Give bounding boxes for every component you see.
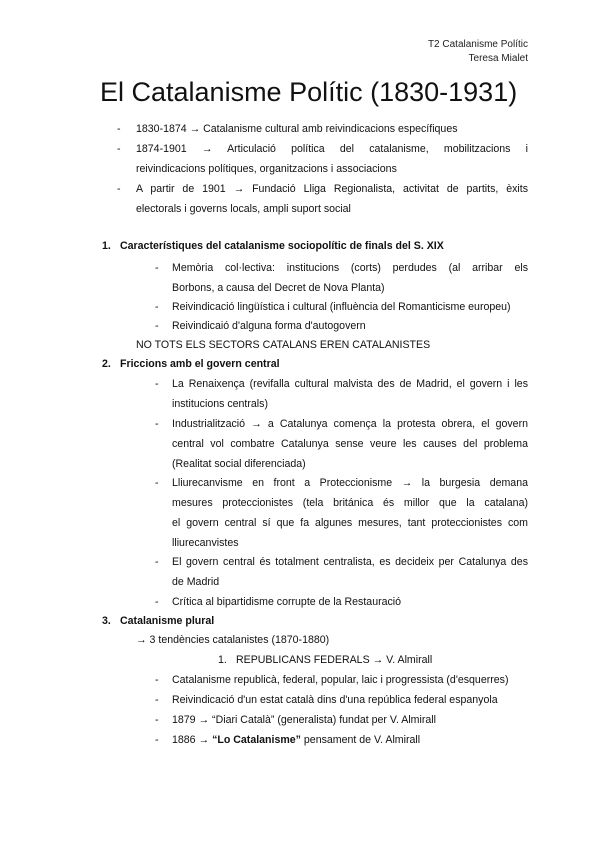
- section-2-number: 2.: [102, 358, 111, 370]
- bullet-dash: -: [155, 301, 159, 313]
- s1-item-1-line-1: Memòria col·lectiva: institucions (corts) perdudes (al arribar els: [172, 262, 528, 274]
- bullet-dash: -: [155, 320, 159, 332]
- bullet-dash: -: [155, 378, 159, 390]
- section-3-subtitle: → 3 tendències catalanistes (1870-1880): [136, 634, 330, 646]
- s2-item-5: Crítica al bipartidisme corrupte de la Restauració: [172, 596, 402, 608]
- bullet-dash: -: [117, 143, 121, 155]
- bullet-dash: -: [155, 556, 159, 568]
- s1-item-2: Reivindicació lingüística i cultural (influència del Romanticisme europeu): [172, 301, 511, 313]
- intro-item-2-line-1: 1874-1901 → Articulació política del catalanisme, mobilitzacions i: [136, 143, 528, 155]
- bullet-dash: -: [155, 694, 159, 706]
- intro-item-1: 1830-1874 → Catalanisme cultural amb reivindicacions específiques: [136, 123, 458, 135]
- s3-item-4-post: pensament de V. Almirall: [300, 734, 421, 746]
- s1-item-3: Reivindicaió d'alguna forma d'autogovern: [172, 320, 366, 332]
- bullet-dash: -: [155, 674, 159, 686]
- subheading-republicans: REPUBLICANS FEDERALS → V. Almirall: [236, 654, 433, 666]
- bullet-dash: -: [117, 183, 121, 195]
- section-3-heading: Catalanisme plural: [120, 615, 215, 627]
- s2-item-1-line-2: institucions centrals): [172, 398, 268, 410]
- intro-item-2-line-2: reivindicacions polítiques, organitzacions i associacions: [136, 163, 397, 175]
- s2-item-3-line-4: lliurecanvistes: [172, 537, 239, 549]
- s2-item-3-line-2: mesures proteccionistes (tela británica és millor que la catalana): [172, 497, 528, 509]
- s1-item-1-line-2: Borbons, a causa del Decret de Nova Planta): [172, 282, 385, 294]
- section-3-number: 3.: [102, 615, 111, 627]
- section-2-heading: Friccions amb el govern central: [120, 358, 280, 370]
- bullet-dash: -: [155, 714, 159, 726]
- bullet-dash: -: [155, 262, 159, 274]
- subheading-number: 1.: [218, 654, 227, 666]
- section-1-number: 1.: [102, 240, 111, 252]
- s3-item-3: 1879 → “Diari Català” (generalista) fundat per V. Almirall: [172, 714, 436, 726]
- intro-item-3-line-2: electorals i governs locals, ampli suport social: [136, 203, 351, 215]
- page-header: [428, 38, 528, 66]
- bullet-dash: -: [155, 418, 159, 430]
- s2-item-1-line-1: La Renaixença (revifalla cultural malvista des de Madrid, el govern i les: [172, 378, 528, 390]
- s3-item-4-pre: 1886 →: [172, 734, 213, 746]
- s3-item-2: Reivindicació d'un estat català dins d'una república federal espanyola: [172, 694, 498, 706]
- s3-item-1: Catalanisme republicà, federal, popular, laic i progressista (d'esquerres): [172, 674, 509, 686]
- section-1-note: NO TOTS ELS SECTORS CATALANS EREN CATALANISTES: [136, 339, 431, 351]
- header-author: Teresa Mialet: [468, 53, 528, 64]
- s2-item-2-line-3: (Realitat social diferenciada): [172, 458, 306, 470]
- s2-item-4-line-1: El govern central és totalment centralista, es decideix per Catalunya des: [172, 556, 528, 568]
- page-title: El Catalanisme Polític (1830-1931): [100, 77, 518, 107]
- s2-item-3-line-1: Lliurecanvisme en front a Proteccionisme → la burgesia demana: [172, 477, 528, 489]
- intro-item-3-line-1: A partir de 1901 → Fundació Lliga Regionalista, activitat de partits, èxits: [136, 183, 528, 195]
- bullet-dash: -: [117, 123, 121, 135]
- bullet-dash: -: [155, 477, 159, 489]
- s3-item-4-bold: “Lo Catalanisme”: [212, 734, 301, 746]
- bullet-dash: -: [155, 734, 159, 746]
- s2-item-4-line-2: de Madrid: [172, 576, 220, 588]
- section-1-heading: Característiques del catalanisme sociopolític de finals del S. XIX: [120, 240, 444, 252]
- s2-item-2-line-1: Industrialització → a Catalunya comença la protesta obrera, el govern: [172, 418, 528, 430]
- s2-item-2-line-2: central vol combatre Catalunya sense veure les causes del problema: [172, 438, 528, 450]
- s3-item-4: [172, 730, 420, 750]
- header-course: T2 Catalanisme Polític: [427, 39, 528, 50]
- s2-item-3-line-3: el govern central sí que fa algunes mesures, tant proteccionistes com: [172, 517, 528, 529]
- bullet-dash: -: [155, 596, 159, 608]
